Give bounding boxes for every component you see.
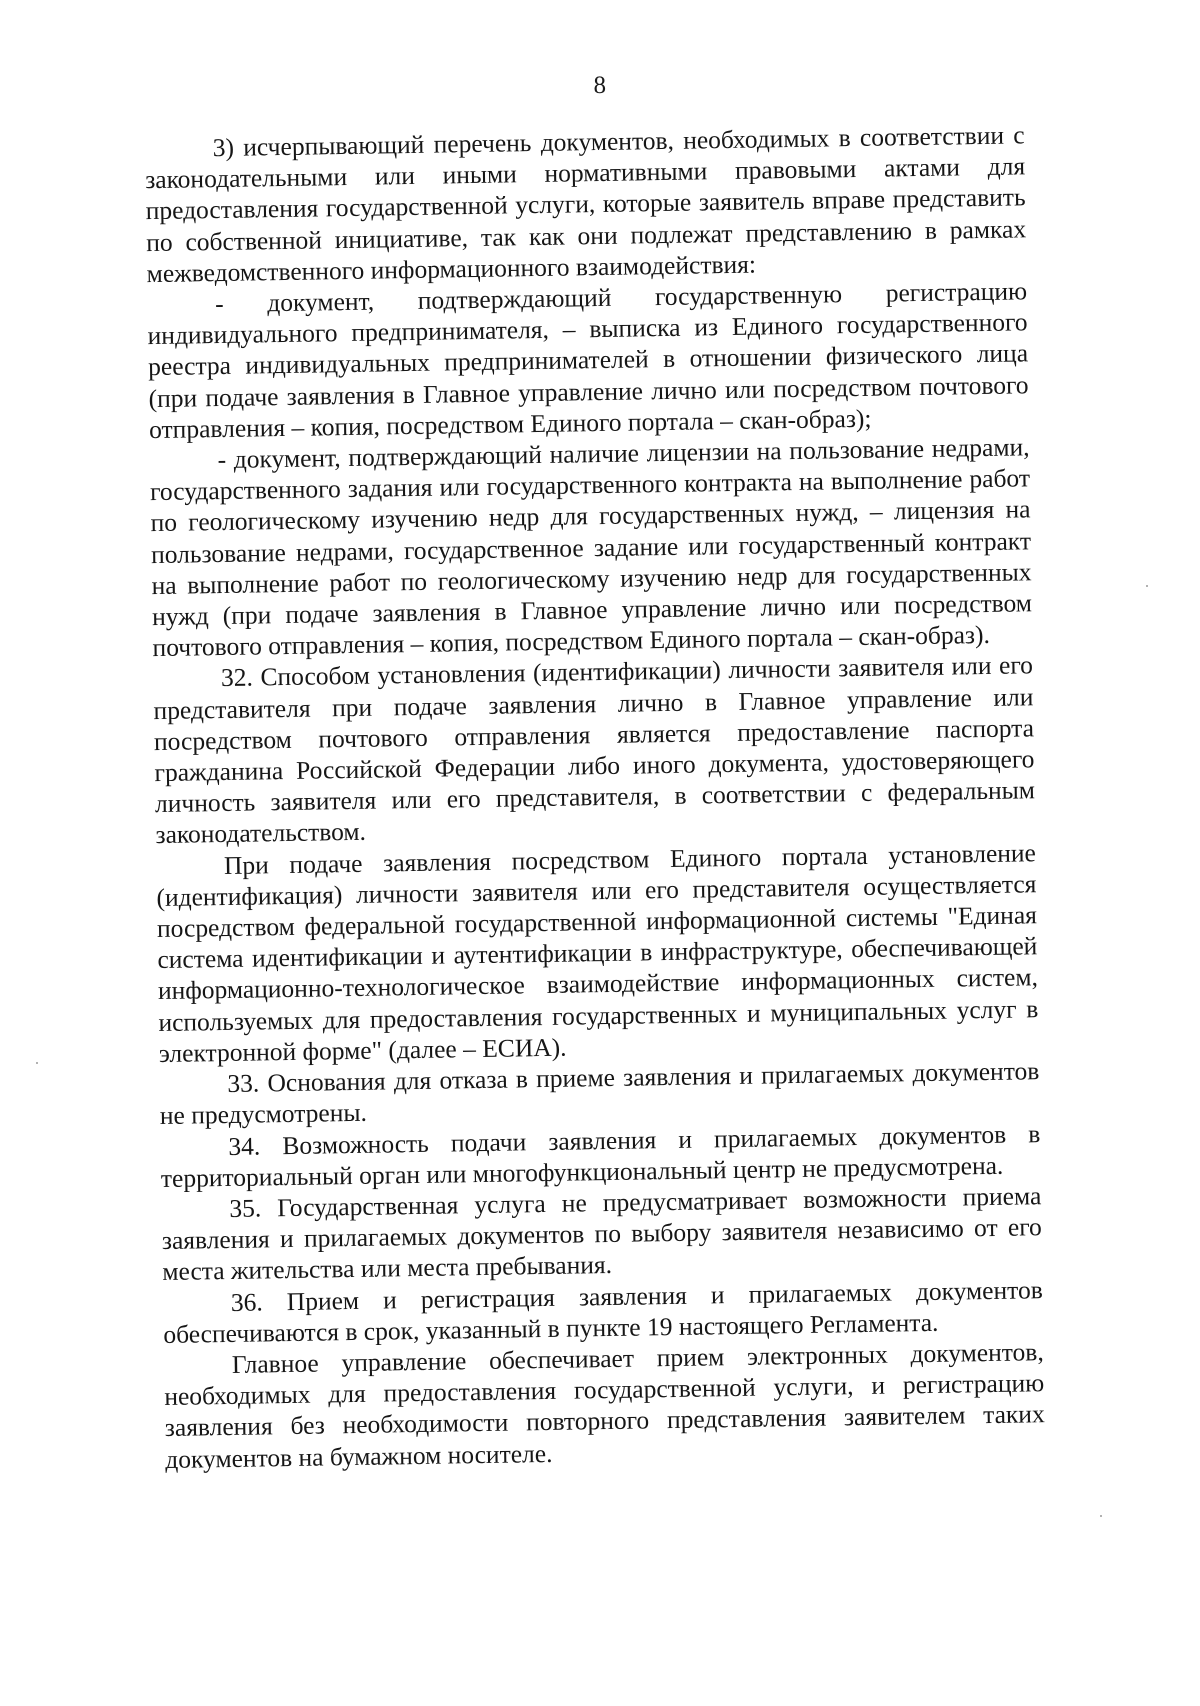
paragraph-esia: При подаче заявления посредством Единого портала установление (идентификация) личности заявителя или его представителя осуществляется посредством федеральной государственной информационной системы "Единая система идентификации и аутентификации в инфраструктуре, обеспечивающей информационно-технологическое взаимодействие информационных систем, используемых для предоставления государственных и муниципальных услуг в электронной форме" (далее – ЕСИА). [156, 837, 1039, 1068]
scan-speck [1146, 585, 1148, 587]
page-number: 8 [593, 71, 607, 100]
paragraph-36: 36. Прием и регистрация заявления и прилагаемых документов обеспечиваются в срок, указанный в пункте 19 настоящего Регламента. [163, 1274, 1043, 1349]
paragraph-subsoil-license: - документ, подтверждающий наличие лицензии на пользование недрами, государственного задания или государственного контракта на выполнение работ по геологическому изучению недр для государственных нужд, – лицензия на пользование недрами, государственное задание или государственный контракт на выполнение работ по геологическому изучению недр для государственных нужд (при подаче заявления в Главное управление лично или посредством почтового отправления – копия, посредством Единого портала – скан-образ). [149, 432, 1033, 663]
paragraph-34: 34. Возможность подачи заявления и прилагаемых документов в территориальный орган или многофункциональный центр не предусмотрена. [160, 1118, 1041, 1193]
paragraph-32: 32. Способом установления (идентификации) личности заявителя или его представителя при подаче заявления лично в Главное управление или посредством почтового отправления является предоставление паспорта гражданина Российской Федерации либо иного документа, удостоверяющего личность заявителя или его представителя, в соответствии с федеральным законодательством. [153, 650, 1036, 850]
scan-speck [1100, 1515, 1102, 1517]
paragraph-33: 33. Основания для отказа в приеме заявления и прилагаемых документов не предусмотрены. [159, 1056, 1040, 1131]
paragraph-ip-registration: - документ, подтверждающий государственную регистрацию индивидуального предпринимателя, – выписка из Единого государственного реестра индивидуальных предпринимателей в отношении физического лица (при подаче заявления в Главное управление лично или посредством почтового отправления – копия, посредством Единого портала – скан-образ); [147, 276, 1029, 444]
paragraph-35: 35. Государственная услуга не предусматривает возможности приема заявления и прилагаемых документов по выбору заявителя независимо от его места жительства или места пребывания. [161, 1181, 1042, 1287]
document-body [144, 119, 1045, 1474]
scan-speck [36, 1062, 38, 1064]
paragraph-item-3-intro: 3) исчерпывающий перечень документов, необходимых в соответствии с законодательными или иными нормативными правовыми актами для предоставления государственной услуги, которые заявитель вправе представить по собственной инициативе, так как они подлежат представлению в рамках межведомственного информационного взаимодействия: [144, 120, 1027, 288]
paragraph-electronic-documents: Главное управление обеспечивает прием электронных документов, необходимых для предоставления государственной услуги, и регистрацию заявления без необходимости повторного представления заявителем таких документов на бумажном носителе. [164, 1337, 1045, 1474]
